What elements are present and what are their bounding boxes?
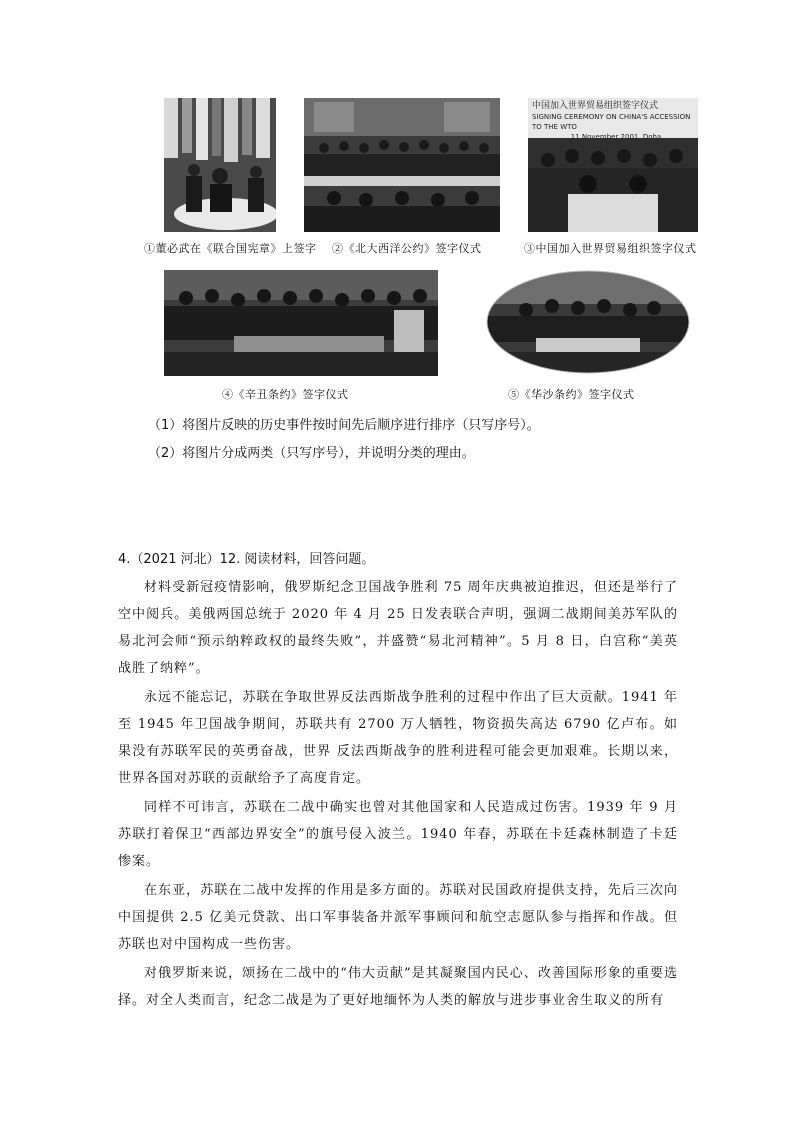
photo-wto-accession: [528, 98, 698, 232]
paragraph: 在东亚，苏联在二战中发挥的作用是多方面的。苏联对民国政府提供支持，先后三次向中国提供 2.5 亿美元贷款、出口军事装备并派军事顾问和航空志愿队参与指挥和作战。但苏联也对中国构成一些伤害。: [118, 883, 678, 952]
photo-caption-2: ②《北大西洋公约》签字仪式: [332, 242, 482, 255]
section-heading: 4.（2021 河北）12. 阅读材料，回答问题。: [118, 552, 375, 567]
paragraph: 同样不可讳言，苏联在二战中确实也曾对其他国家和人民造成过伤害。1939 年 9 月苏联打着保卫“西部边界安全”的旗号侵入波兰。1940 年春，苏联在卡廷森林制造了卡廷惨案。: [118, 800, 678, 869]
photo-caption-5: ⑤《华沙条约》签字仪式: [508, 388, 635, 401]
question-2: （2）将图片分成两类（只写序号），并说明分类的理由。: [148, 446, 475, 461]
photo-caption-4: ④《辛丑条约》签字仪式: [222, 388, 349, 401]
photo-caption-3: ③中国加入世界贸易组织签字仪式: [524, 242, 697, 255]
wto-banner-date: 11 November 2001, Doha: [570, 133, 662, 141]
paragraph: 永远不能忘记，苏联在争取世界反法西斯战争胜利的过程中作出了巨大贡献。1941 年至 1945 年卫国战争期间，苏联共有 2700 万人牺牲，物资损失高达 6790 亿卢布。如果没有苏联军民的英勇奋战，世界 反法西斯战争的胜利进程可能会更加艰难。长期以来，世界各国对苏联的贡献给予了高度肯定。: [118, 690, 678, 786]
wto-banner: [528, 98, 698, 141]
photo-warsaw-pact: [486, 270, 690, 374]
paragraph: 材料受新冠疫情影响，俄罗斯纪念卫国战争胜利 75 周年庆典被迫推迟，但还是举行了空中阅兵。美俄两国总统于 2020 年 4 月 25 日发表联合声明，强调二战期间美苏军队的易北河会师“预示纳粹政权的最终失败”，并盛赞“易北河精神”。5 月 8 日，白宫称“美英战胜了纳粹”。: [118, 580, 678, 676]
paragraph: 对俄罗斯来说，颂扬在二战中的“伟大贡献”是其凝聚国内民心、改善国际形象的重要选择。对全人类而言，纪念二战是为了更好地缅怀为人类的解放与进步事业舍生取义的所有: [118, 966, 678, 1008]
photo-un-charter: [164, 98, 276, 232]
photo-nato-treaty: [304, 98, 500, 232]
wto-banner-cn: 中国加入世界贸易组织签字仪式: [532, 101, 659, 111]
question-1: （1）将图片反映的历史事件按时间先后顺序进行排序（只写序号）。: [148, 418, 540, 433]
material-text: [118, 574, 678, 1016]
wto-banner-en: SIGNING CEREMONY ON CHINA'S ACCESSION TO THE WTO: [532, 113, 691, 131]
photo-boxer-protocol: [164, 270, 438, 376]
photo-caption-1: ①董必武在《联合国宪章》上签字: [144, 242, 317, 255]
